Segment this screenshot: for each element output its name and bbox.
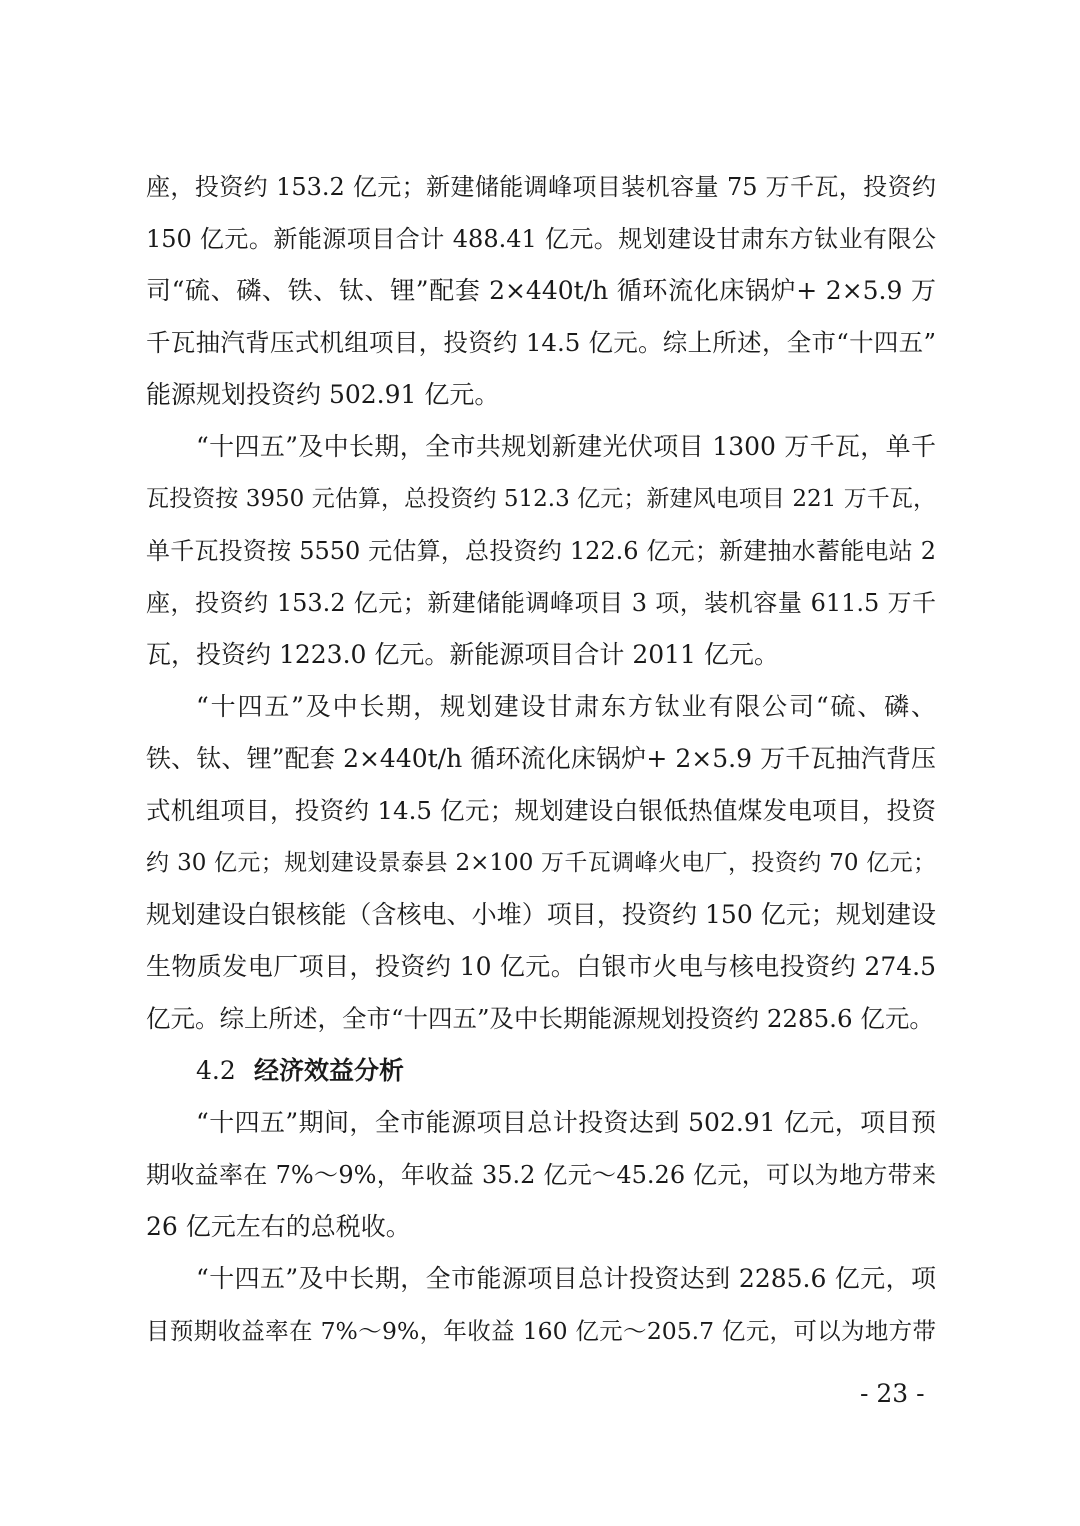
paragraph-3-line-4: 约 30 亿元；规划建设景泰县 2×100 万千瓦调峰火电厂，投资约 70 亿元； [146, 850, 936, 876]
paragraph-4-line-2: 期收益率在 7%～9%，年收益 35.2 亿元～45.26 亿元，可以为地方带来 [146, 1161, 936, 1189]
paragraph-3-line-7: 亿元。综上所述，全市“十四五”及中长期能源规划投资约 2285.6 亿元。 [146, 1004, 934, 1033]
paragraph-3-line-2: 铁、钛、锂”配套 2×440t/h 循环流化床锅炉+ 2×5.9 万千瓦抽汽背压 [146, 744, 936, 773]
section-title: 经济效益分析 [254, 1056, 405, 1085]
section-number: 4.2 [196, 1056, 236, 1085]
paragraph-3-line-1: “十四五”及中长期，规划建设甘肃东方钛业有限公司“硫、磷、 [196, 692, 936, 721]
paragraph-2-line-5: 瓦，投资约 1223.0 亿元。新能源项目合计 2011 亿元。 [146, 640, 779, 669]
paragraph-4-line-3: 26 亿元左右的总税收。 [146, 1212, 411, 1241]
paragraph-2-line-1: “十四五”及中长期，全市共规划新建光伏项目 1300 万千瓦，单千 [196, 432, 936, 461]
paragraph-1-line-2: 150 亿元。新能源项目合计 488.41 亿元。规划建设甘肃东方钛业有限公 [146, 225, 936, 253]
paragraph-1-line-5: 能源规划投资约 502.91 亿元。 [146, 380, 500, 409]
paragraph-2-line-4: 座，投资约 153.2 亿元；新建储能调峰项目 3 项，装机容量 611.5 万千 [146, 589, 936, 617]
section-heading [196, 1054, 404, 1088]
paragraph-3-line-5: 规划建设白银核能（含核电、小堆）项目，投资约 150 亿元；规划建设 [146, 900, 936, 929]
paragraph-4-line-1: “十四五”期间，全市能源项目总计投资达到 502.91 亿元，项目预 [196, 1108, 936, 1137]
paragraph-1-line-1: 座，投资约 153.2 亿元；新建储能调峰项目装机容量 75 万千瓦，投资约 [146, 173, 936, 201]
paragraph-3-line-6: 生物质发电厂项目，投资约 10 亿元。白银市火电与核电投资约 274.5 [146, 952, 936, 981]
paragraph-1-line-4: 千瓦抽汽背压式机组项目，投资约 14.5 亿元。综上所述，全市“十四五” [146, 328, 936, 357]
page-number: - 23 - [860, 1379, 925, 1408]
paragraph-1-line-3: 司“硫、磷、铁、钛、锂”配套 2×440t/h 循环流化床锅炉+ 2×5.9 万 [146, 276, 936, 305]
paragraph-2-line-3: 单千瓦投资按 5550 元估算，总投资约 122.6 亿元；新建抽水蓄能电站 2 [146, 537, 936, 565]
paragraph-5-line-1: “十四五”及中长期，全市能源项目总计投资达到 2285.6 亿元，项 [196, 1264, 936, 1293]
paragraph-5-line-2: 目预期收益率在 7%～9%，年收益 160 亿元～205.7 亿元，可以为地方带 [146, 1317, 936, 1345]
paragraph-3-line-3: 式机组项目，投资约 14.5 亿元；规划建设白银低热值煤发电项目，投资 [146, 796, 936, 825]
paragraph-2-line-2: 瓦投资按 3950 元估算，总投资约 512.3 亿元；新建风电项目 221 万千瓦， [146, 486, 936, 512]
